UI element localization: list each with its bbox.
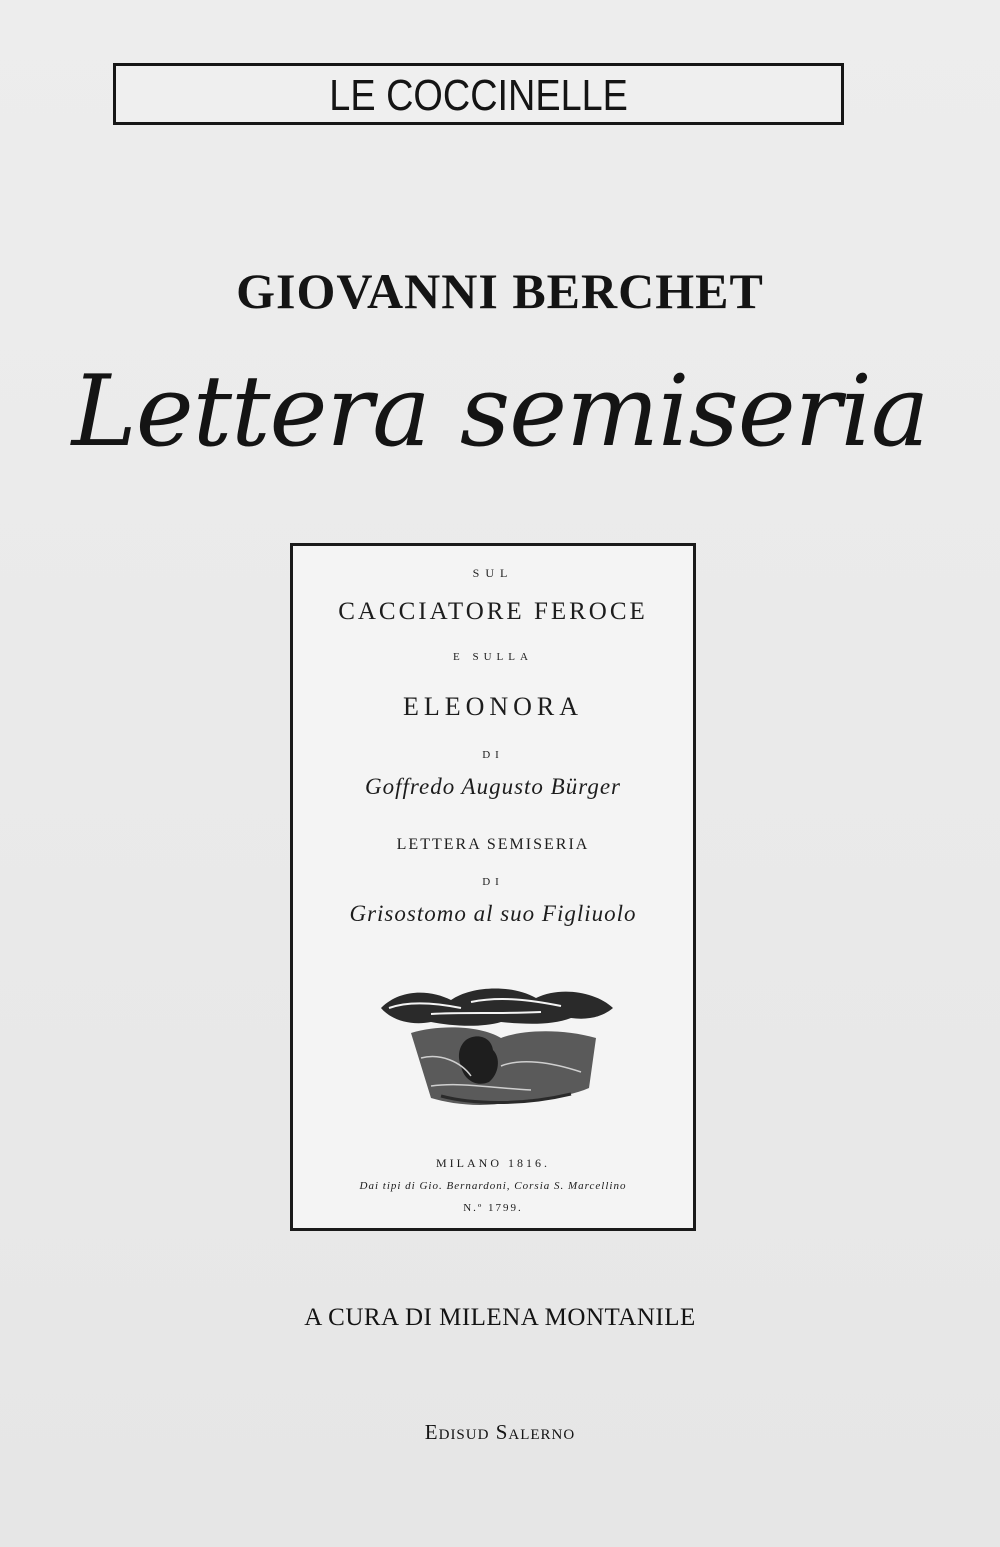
frontispiece-reproduction: [290, 543, 696, 1231]
frontispiece-line-esulla: E SULLA: [453, 651, 533, 663]
frontispiece-line-cacciatore: CACCIATORE FEROCE: [338, 598, 648, 625]
frontispiece-imprint-printer: Dai tipi di Gio. Bernardoni, Corsia S. Marcellino: [359, 1180, 627, 1192]
frontispiece-line-di-1: DI: [482, 749, 504, 761]
author-name: GIOVANNI BERCHET: [236, 263, 764, 319]
frontispiece-line-sul: SUL: [472, 566, 514, 580]
frontispiece-line-burger: Goffredo Augusto Bürger: [365, 774, 621, 799]
series-label-box: [113, 63, 844, 125]
series-name: LE COCCINELLE: [329, 71, 628, 120]
frontispiece-line-grisostomo: Grisostomo al suo Figliuolo: [349, 901, 637, 926]
frontispiece-imprint-number: N.º 1799.: [463, 1202, 523, 1214]
frontispiece-line-eleonora: ELEONORA: [402, 692, 584, 721]
editor-credit: A CURA DI MILENA MONTANILE: [304, 1304, 696, 1331]
frontispiece-line-di-2: DI: [482, 876, 504, 888]
engraved-vignette-image: [371, 978, 621, 1118]
frontispiece-line-lettera: LETTERA SEMISERIA: [396, 836, 590, 853]
publisher-name: Edisud Salerno: [424, 1420, 576, 1444]
frontispiece-imprint-place-date: MILANO 1816.: [436, 1156, 550, 1170]
book-title: Lettera semiseria: [71, 355, 929, 469]
